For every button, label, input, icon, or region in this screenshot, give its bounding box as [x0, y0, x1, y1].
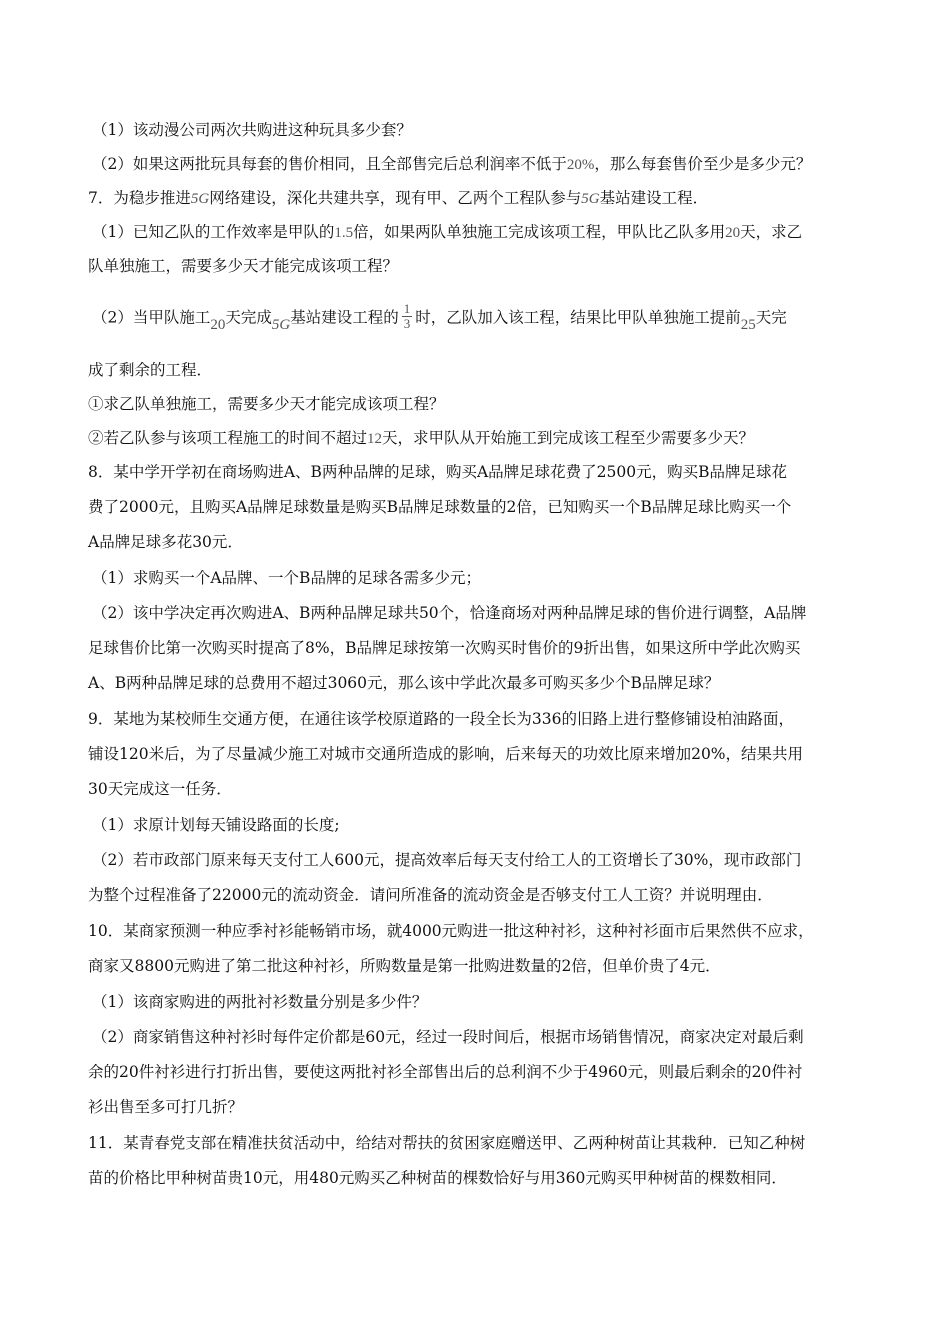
math-number: 25 — [740, 316, 756, 333]
text-segment: （2）当甲队施工 — [92, 308, 211, 327]
math-number: 12 — [367, 431, 383, 447]
text-segment: ，那么每套售价至少是多少元？ — [594, 155, 812, 173]
question-9-part-1: （1）求原计划每天铺设路面的长度; — [92, 816, 340, 834]
question-10-stem-cont: 商家又8800元购进了第二批这种衬衫，所购数量是第一批购进数量的2倍，但单价贵了4元． — [88, 957, 721, 975]
question-9-stem: 9．某地为某校师生交通方便，在通往该学校原道路的一段全长为336的旧路上进行整修铺设柏油路面， — [88, 710, 794, 728]
question-7-part-1 — [92, 222, 882, 243]
math-5g: 5G — [581, 191, 600, 207]
math-number: 20 — [210, 316, 226, 333]
question-10-part-2-end: 衫出售至多可打几折？ — [88, 1098, 244, 1116]
math-number: 20 — [725, 225, 741, 241]
math-percent: 20% — [566, 157, 595, 173]
question-7-part-2-cont: 成了剩余的工程． — [88, 361, 213, 379]
text-segment: （2）如果这两批玩具每套的售价相同，且全部售完后总利润率不低于 — [92, 155, 567, 173]
text-segment: 天，求甲队从开始施工到完成该工程至少需要多少天？ — [382, 429, 755, 447]
question-8-stem-end: A品牌足球多花30元． — [88, 533, 243, 551]
text-segment: 时，乙队加入该工程，结果比甲队单独施工提前 — [415, 308, 741, 327]
text-segment: （1）已知乙队的工作效率是甲队的 — [92, 223, 335, 241]
text-segment: 倍，如果两队单独施工完成该项工程，甲队比乙队多用 — [353, 223, 726, 241]
text-segment: 天完成 — [225, 308, 272, 327]
fraction-numerator: 1 — [403, 301, 411, 316]
math-number: 1.5 — [334, 225, 354, 241]
question-8-part-1: （1）求购买一个A品牌、一个B品牌的足球各需多少元； — [92, 569, 481, 587]
text-segment: 天完 — [755, 308, 787, 327]
text-segment: 天，求乙 — [740, 223, 803, 241]
question-10-stem: 10．某商家预测一种应季衬衫能畅销市场，就4000元购进一批这种衬衫，这种衬衫面市后果然供不应求， — [88, 922, 814, 940]
question-7-part-1-cont: 队单独施工，需要多少天才能完成该项工程？ — [88, 257, 399, 275]
question-11-stem-cont: 苗的价格比甲种树苗贵10元，用480元购买乙种树苗的棵数恰好与用360元购买甲种树苗的棵数相同． — [88, 1169, 787, 1187]
text-segment: 基站建设工程． — [599, 189, 709, 207]
question-6-part-2 — [92, 154, 882, 175]
fraction-denominator: 3 — [403, 316, 411, 331]
question-7-subpart-2 — [88, 428, 878, 449]
math-5g: 5G — [190, 191, 210, 207]
question-8-stem: 8．某中学开学初在商场购进A、B两种品牌的足球，购买A品牌足球花费了2500元，购买B品牌足球花 — [88, 463, 787, 481]
question-9-part-2-cont: 为整个过程准备了22000元的流动资金．请问所准备的流动资金是否够支付工人工资？并说明理由． — [88, 886, 773, 904]
question-9-part-2: （2）若市政部门原来每天支付工人600元，提高效率后每天支付给工人的工资增长了30%，现市政部门 — [92, 851, 802, 869]
question-10-part-2: （2）商家销售这种衬衫时每件定价都是60元，经过一段时间后，根据市场销售情况，商家决定对最后剩 — [92, 1028, 804, 1046]
text-segment: ②若乙队参与该项工程施工的时间不超过 — [88, 429, 368, 447]
question-8-part-2-cont: 足球售价比第一次购买时提高了8%，B品牌足球按第一次购买时售价的9折出售，如果这所中学此次购买 — [88, 639, 801, 657]
question-9-stem-end: 30天完成这一任务． — [88, 780, 232, 798]
question-8-stem-cont: 费了2000元，且购买A品牌足球数量是购买B品牌足球数量的2倍，已知购买一个B品牌足球比购买一个 — [88, 498, 792, 516]
question-6-part-1: （1）该动漫公司两次共购进这种玩具多少套？ — [92, 121, 412, 139]
question-9-stem-cont: 铺设120米后，为了尽量减少施工对城市交通所造成的影响，后来每天的功效比原来增加20%，结果共用 — [88, 745, 804, 763]
math-5g: 5G — [271, 316, 291, 333]
question-8-part-2-end: A、B两种品牌足球的总费用不超过3060元，那么该中学此次最多可购买多少个B品牌足球？ — [88, 674, 720, 692]
question-10-part-2-cont: 余的20件衬衫进行打折出售，要使这两批衬衫全部售出后的总利润不少于4960元，则最后剩余的20件衬 — [88, 1063, 803, 1081]
question-7-stem — [88, 188, 878, 209]
text-segment: 7．为稳步推进 — [88, 189, 191, 207]
question-7-part-2 — [92, 301, 882, 333]
question-10-part-1: （1）该商家购进的两批衬衫数量分别是多少件？ — [92, 993, 428, 1011]
text-segment: 基站建设工程的 — [290, 308, 399, 327]
question-7-subpart-1: ①求乙队单独施工，需要多少天才能完成该项工程？ — [88, 395, 445, 413]
question-8-part-2: （2）该中学决定再次购进A、B两种品牌足球共50个，恰逢商场对两种品牌足球的售价进行调整，A品牌 — [92, 604, 807, 622]
fraction-one-third — [402, 302, 413, 331]
question-11-stem: 11．某青春党支部在精准扶贫活动中，给结对帮扶的贫困家庭赠送甲、乙两种树苗让其栽种．已知乙种树 — [88, 1134, 806, 1152]
text-segment: 网络建设，深化共建共享，现有甲、乙两个工程队参与 — [209, 189, 582, 207]
